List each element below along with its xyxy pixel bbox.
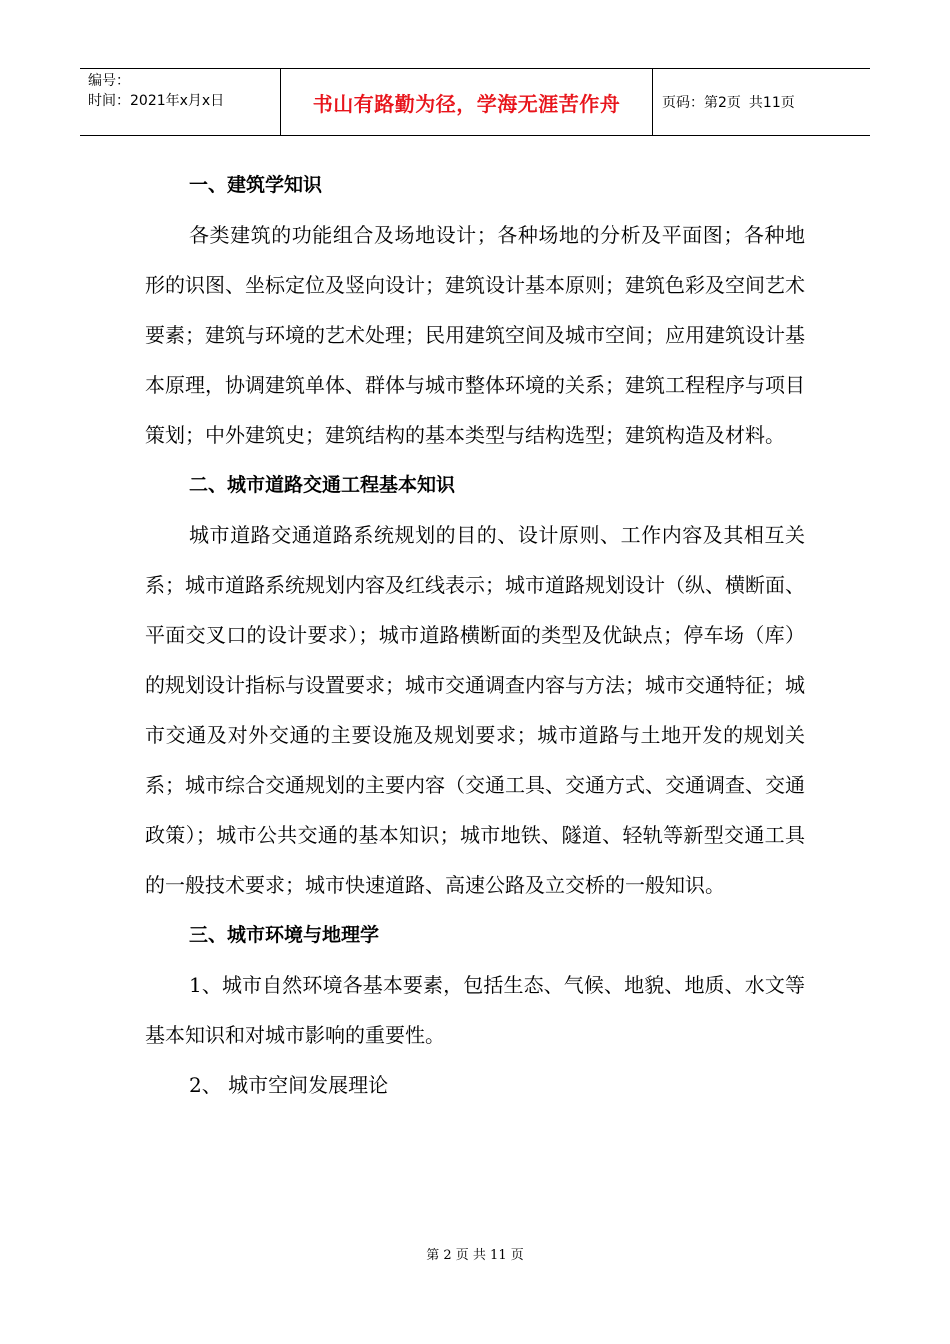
section-paragraph: 各类建筑的功能组合及场地设计；各种场地的分析及平面图；各种地形的识图、坐标定位及竖向设计；建筑设计基本原则；建筑色彩及空间艺术要素；建筑与环境的艺术处理；民用建筑空间及城市空间；应用建筑设计基本原理，协调建筑单体、群体与城市整体环境的关系；建筑工程程序与项目策划；中外建筑史；建筑结构的基本类型与结构选型；建筑构造及材料。 [145, 223, 805, 447]
header-meta [80, 69, 281, 135]
section-architecture [145, 160, 805, 460]
number-label: 编号： [88, 73, 130, 89]
section-paragraph: 城市道路交通道路系统规划的目的、设计原则、工作内容及其相互关系；城市道路系统规划内容及红线表示；城市道路规划设计（纵、横断面、平面交叉口的设计要求）；城市道路横断面的类型及优缺点；停车场（库）的规划设计指标与设置要求；城市交通调查内容与方法；城市交通特征；城市交通及对外交通的主要设施及规划要求；城市道路与土地开发的规划关系；城市综合交通规划的主要内容（交通工具、交通方式、交通调查、交通政策）；城市公共交通的基本知识；城市地铁、隧道、轻轨等新型交通工具的一般技术要求；城市快速道路、高速公路及立交桥的一般知识。 [145, 523, 805, 897]
section-heading: 一、建筑学知识 [189, 174, 323, 196]
section-heading: 二、城市道路交通工程基本知识 [189, 474, 456, 496]
page-label: 页码：第2页 [662, 95, 741, 111]
page-total: 共11页 [748, 95, 795, 111]
section-traffic [145, 460, 805, 910]
document-body [145, 160, 805, 1110]
header-motto-cell [281, 69, 653, 135]
motto: 书山有路勤为径，学海无涯苦作舟 [312, 91, 621, 116]
page-header [80, 68, 870, 136]
header-page-cell [653, 69, 870, 135]
section-environment [145, 910, 805, 1110]
section-heading: 三、城市环境与地理学 [189, 924, 380, 946]
section-paragraph: 1、城市自然环境各基本要素，包括生态、气候、地貌、地质、水文等基本知识和对城市影响的重要性。 [145, 973, 805, 1047]
section-paragraph: 2、 城市空间发展理论 [189, 1073, 389, 1097]
date-label: 时间：2021年x月x日 [88, 93, 225, 109]
page-footer: 第 2 页 共 11 页 [426, 1248, 524, 1263]
